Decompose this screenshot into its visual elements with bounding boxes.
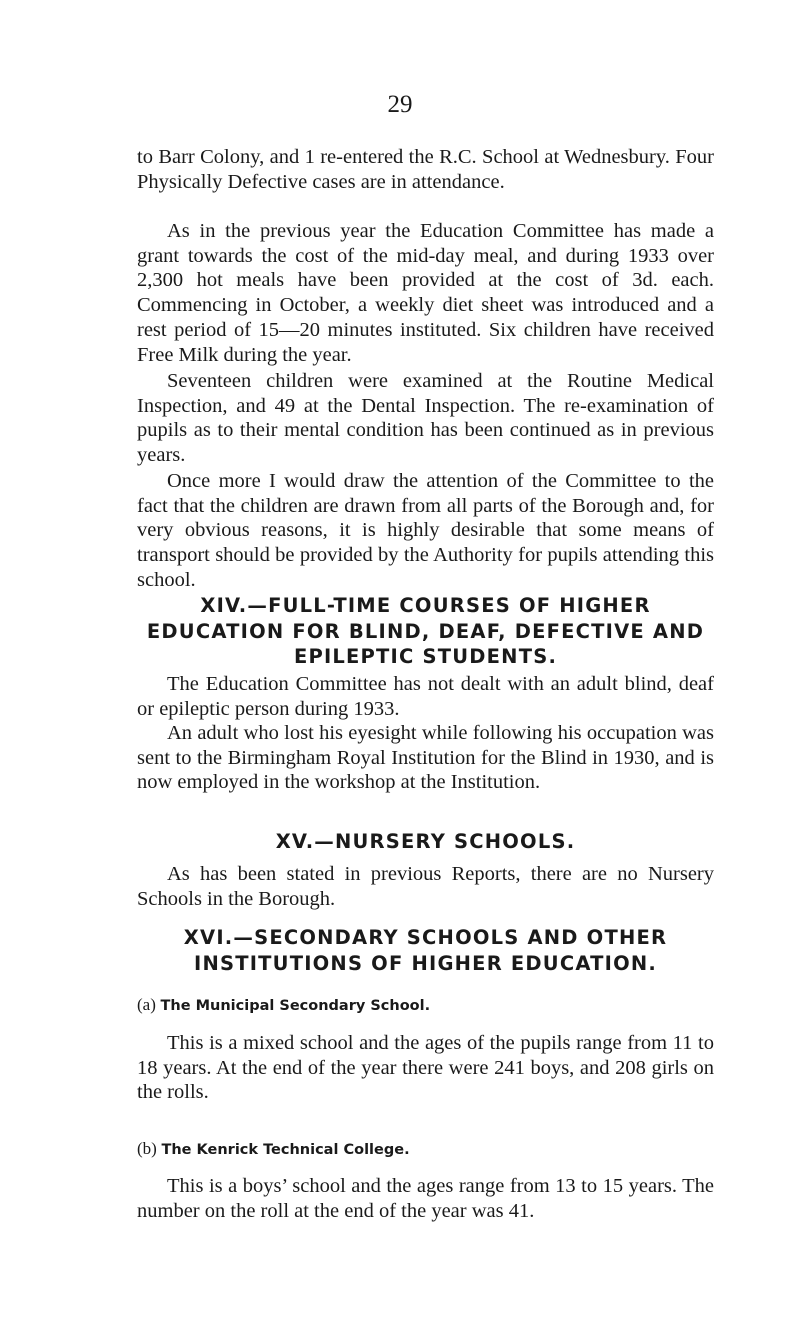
section-heading-xv: XV.—NURSERY SCHOOLS. — [275, 830, 576, 853]
subsection-title: The Kenrick Technical College. — [161, 1142, 410, 1158]
subsection-heading-b — [137, 1139, 714, 1160]
section-heading-xiv: XIV.—FULL-TIME COURSES OF HIGHER EDUCATION FOR BLIND, DEAF, DEFECTIVE AND EPILEPTIC STUDENTS. — [146, 594, 705, 668]
paragraph: As has been stated in previous Reports, there are no Nursery Schools in the Borough. — [137, 863, 714, 910]
page-number: 29 — [387, 91, 413, 118]
paragraph: This is a mixed school and the ages of the pupils range from 11 to 18 years. At the end of the year there were 241 boys, and 208 girls on the rolls. — [137, 1032, 714, 1104]
paragraph: As in the previous year the Education Committee has made a grant towards the cost of the mid-day meal, and during 1933 over 2,300 hot meals have been provided at the cost of 3d. each. Commencing in October, a weekly diet sheet was introduced and a rest period of 15—20 minutes instituted. Six children have received Free Milk during the year. — [137, 220, 714, 366]
section-heading-xvi: XVI.—SECONDARY SCHOOLS AND OTHER INSTITUTIONS OF HIGHER EDUCATION. — [183, 926, 668, 975]
paragraph: An adult who lost his eyesight while following his occupation was sent to the Birmingham Royal Institution for the Blind in 1930, and is now employed in the workshop at the Institution. — [137, 722, 714, 794]
paragraph: to Barr Colony, and 1 re-entered the R.C. School at Wednesbury. Four Physically Defective cases are in attendance. — [137, 146, 714, 193]
subsection-heading-a — [137, 995, 714, 1016]
paragraph: Once more I would draw the attention of the Committee to the fact that the children are drawn from all parts of the Borough and, for very obvious reasons, it is highly desirable that some means of transport should be provided by the Authority for pupils attending this school. — [137, 470, 714, 591]
subsection-label: (b) — [137, 1139, 157, 1158]
paragraph: This is a boys’ school and the ages range from 13 to 15 years. The number on the roll at the end of the year was 41. — [137, 1175, 714, 1222]
subsection-label: (a) — [137, 995, 156, 1014]
paragraph: The Education Committee has not dealt with an adult blind, deaf or epileptic person during 1933. — [137, 673, 714, 720]
subsection-title: The Municipal Secondary School. — [160, 998, 431, 1014]
paragraph: Seventeen children were examined at the Routine Medical Inspection, and 49 at the Dental Inspection. The re-examination of pupils as to their mental condition has been continued as in previous years. — [137, 370, 714, 467]
